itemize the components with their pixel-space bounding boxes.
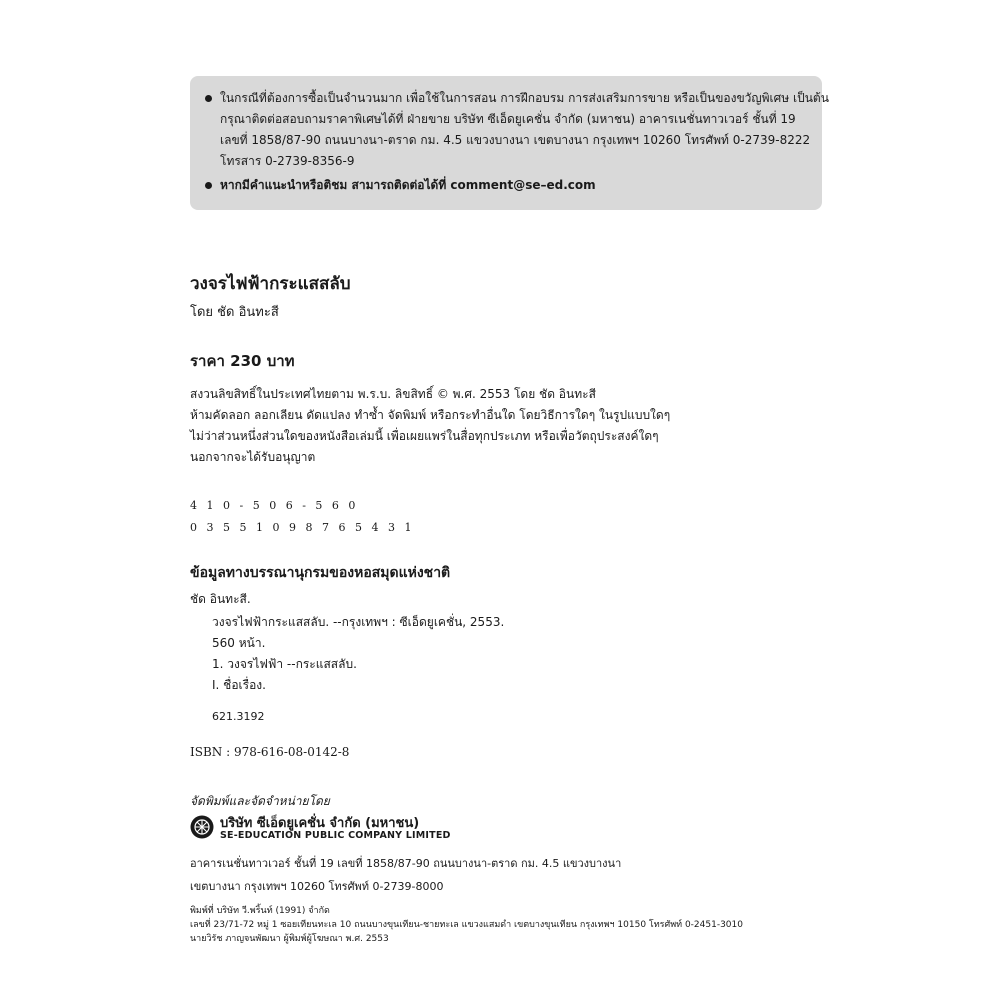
copyright-line: ห้ามคัดลอก ลอกเลียน ดัดแปลง ทำซ้ำ จัดพิมพ์ หรือกระทำอื่นใด โดยวิธีการใดๆ ในรูปแบบใดๆ <box>190 408 671 422</box>
isbn: ISBN : 978-616-08-0142-8 <box>190 745 350 759</box>
cataloging-line: วงจรไฟฟ้ากระแสสลับ. --กรุงเทพฯ : ซีเอ็ดยูเคชั่น, 2553. <box>212 615 505 629</box>
printer-line: เลขที่ 23/71-72 หมู่ 1 ซอยเทียนทะเล 10 ถนนบางขุนเทียน-ชายทะเล แขวงแสมดำ เขตบางขุนเทียน กรุงเทพฯ 10150 โทรศัพท์ 0-2451-3010 <box>190 920 743 930</box>
copyright-line: นอกจากจะได้รับอนุญาต <box>190 450 316 464</box>
publisher-address <box>190 852 621 898</box>
notice-bullet-bulk <box>202 88 829 172</box>
code-line-1: 410-506-560 <box>190 499 365 512</box>
classification-number: 621.3192 <box>212 710 265 723</box>
bullet-icon <box>205 182 212 189</box>
publisher-name-thai: บริษัท ซีเอ็ดยูเคชั่น จำกัด (มหาชน) <box>220 816 420 831</box>
bullet-icon <box>205 95 212 102</box>
cataloging-line: I. ชื่อเรื่อง. <box>212 678 266 692</box>
cataloging-line: 1. วงจรไฟฟ้า --กระแสสลับ. <box>212 657 357 671</box>
printer-line: นายวิรัช ภาญจนพัฒนา ผู้พิมพ์ผู้โฆษณา พ.ศ. 2553 <box>190 934 389 944</box>
se-ed-logo-icon <box>190 815 214 839</box>
printer-info <box>190 904 743 946</box>
book-author: โดย ชัด อินทะสี <box>190 305 279 320</box>
notice-line: ในกรณีที่ต้องการซื้อเป็นจำนวนมาก เพื่อใช้ในการสอน การฝึกอบรม การส่งเสริมการขาย หรือเป็นของขวัญพิเศษ เป็นต้น <box>220 91 829 105</box>
cataloging-author: ชัด อินทะสี. <box>190 592 251 606</box>
address-line: เขตบางนา กรุงเทพฯ 10260 โทรศัพท์ 0-2739-8000 <box>190 880 444 893</box>
notice-line: เลขที่ 1858/87-90 ถนนบางนา-ตราด กม. 4.5 แขวงบางนา เขตบางนา กรุงเทพฯ 10260 โทรศัพท์ 0-2739-8222 <box>220 133 811 147</box>
copyright-notice <box>190 384 670 468</box>
publisher-label: จัดพิมพ์และจัดจำหน่ายโดย <box>190 794 330 808</box>
bulk-order-notice-box <box>190 76 829 210</box>
feedback-text: หากมีคำแนะนำหรือติชม สามารถติดต่อได้ที่ comment@se–ed.com <box>220 178 596 192</box>
notice-line: โทรสาร 0-2739-8356-9 <box>220 154 355 168</box>
cataloging-title: ข้อมูลทางบรรณานุกรมของหอสมุดแห่งชาติ <box>190 565 451 581</box>
cataloging-entry <box>212 612 504 696</box>
address-line: อาคารเนชั่นทาวเวอร์ ชั้นที่ 19 เลขที่ 1858/87-90 ถนนบางนา-ตราด กม. 4.5 แขวงบางนา <box>190 857 622 870</box>
copyright-line: ไม่ว่าส่วนหนึ่งส่วนใดของหนังสือเล่มนี้ เพื่อเผยแพร่ในสื่อทุกประเภท หรือเพื่อวัตถุประสงค์ใดๆ <box>190 429 659 443</box>
publisher-name-english: SE-EDUCATION PUBLIC COMPANY LIMITED <box>220 830 451 841</box>
code-numbers <box>190 495 421 539</box>
cataloging-line: 560 หน้า. <box>212 636 266 650</box>
book-price: ราคา 230 บาท <box>190 352 295 370</box>
printer-line: พิมพ์ที่ บริษัท วี.พริ้นท์ (1991) จำกัด <box>190 906 330 916</box>
notice-bullet-feedback <box>202 175 808 196</box>
printing-number-line: 03551098765431 <box>190 521 421 534</box>
notice-line: กรุณาติดต่อสอบถามราคาพิเศษได้ที่ ฝ่ายขาย บริษัท ซีเอ็ดยูเคชั่น จำกัด (มหาชน) อาคารเนชั่นทาวเวอร์ ชั้นที่ 19 <box>220 112 796 126</box>
copyright-line: สงวนลิขสิทธิ์ในประเทศไทยตาม พ.ร.บ. ลิขสิทธิ์ © พ.ศ. 2553 โดย ชัด อินทะสี <box>190 387 596 401</box>
book-title: วงจรไฟฟ้ากระแสสลับ <box>190 274 351 294</box>
